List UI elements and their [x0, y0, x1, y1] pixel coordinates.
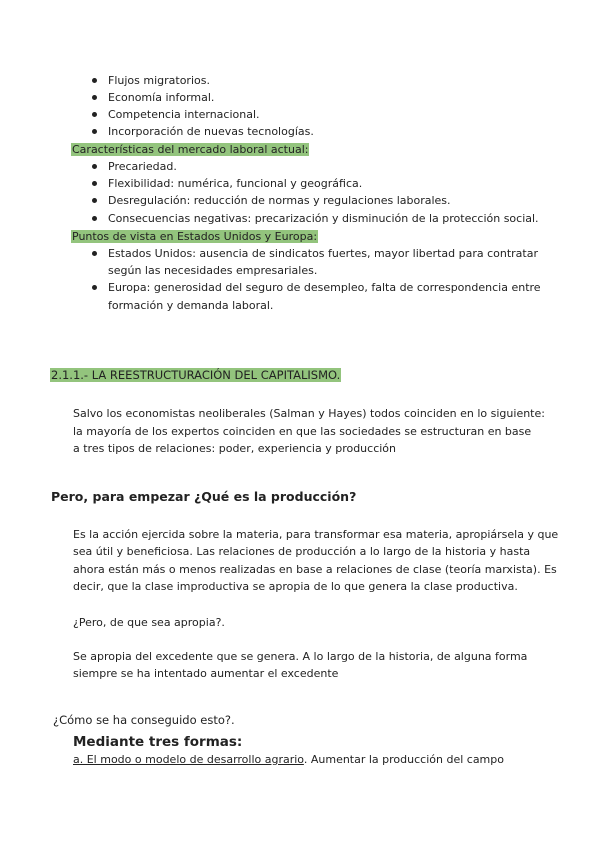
- forma-a-rest: . Aumentar la producción del campo: [303, 753, 504, 766]
- bullet-icon: [92, 78, 97, 83]
- paragraph-line: sea útil y beneficiosa. Las relaciones de producción a lo largo de la historia y hasta: [73, 545, 531, 558]
- paragraph-line: la mayoría de los expertos coinciden en que las sociedades se estructuran en base: [73, 425, 532, 438]
- list-item: Precariedad.: [108, 160, 177, 173]
- bullet-icon: [92, 198, 97, 203]
- list-item-line: Estados Unidos: ausencia de sindicatos fuertes, mayor libertad para contratar: [108, 247, 538, 260]
- paragraph-line: a tres tipos de relaciones: poder, experiencia y producción: [73, 442, 397, 455]
- list-item: Flujos migratorios.: [108, 74, 210, 87]
- paragraph-line: Se apropia del excedente que se genera. A lo largo de la historia, de alguna forma: [73, 650, 528, 663]
- paragraph-line: siempre se ha intentado aumentar el excedente: [73, 667, 339, 680]
- list-item: Flexibilidad: numérica, funcional y geográfica.: [108, 177, 363, 190]
- question-line: ¿Cómo se ha conseguido esto?.: [53, 713, 235, 727]
- forma-a-line: [73, 751, 504, 768]
- list-item-line: formación y demanda laboral.: [108, 299, 274, 312]
- bullet-icon: [92, 164, 97, 169]
- heading-caracteristicas: Características del mercado laboral actual:: [72, 143, 309, 156]
- paragraph-line: decir, que la clase improductiva se apropia de lo que genera la clase productiva.: [73, 580, 518, 593]
- list-item: Competencia internacional.: [108, 108, 260, 121]
- heading-puntos: Puntos de vista en Estados Unidos y Europa:: [72, 230, 318, 243]
- section-title: 2.1.1.- LA REESTRUCTURACIÓN DEL CAPITALISMO.: [51, 368, 341, 382]
- bullet-icon: [92, 129, 97, 134]
- bullet-icon: [92, 181, 97, 186]
- list-item: Consecuencias negativas: precarización y disminución de la protección social.: [108, 212, 539, 225]
- bullet-icon: [92, 112, 97, 117]
- question-line: ¿Pero, de que sea apropia?.: [73, 616, 225, 629]
- forma-a-label: a. El modo o modelo de desarrollo agrario: [73, 753, 304, 766]
- section-title-wrap: [50, 367, 341, 384]
- list-item-line: según las necesidades empresariales.: [108, 264, 318, 277]
- bullet-icon: [92, 285, 97, 290]
- bullet-icon: [92, 251, 97, 256]
- paragraph-line: ahora están más o menos realizadas en base a relaciones de clase (teoría marxista). Es: [73, 563, 557, 576]
- highlighted-heading: [71, 141, 309, 158]
- paragraph-line: Salvo los economistas neoliberales (Salman y Hayes) todos coinciden en lo siguiente:: [73, 407, 545, 420]
- list-item: Incorporación de nuevas tecnologías.: [108, 125, 314, 138]
- bullet-icon: [92, 95, 97, 100]
- bullet-icon: [92, 216, 97, 221]
- highlighted-heading: [71, 228, 318, 245]
- list-item: Economía informal.: [108, 91, 215, 104]
- subheading-mediante: Mediante tres formas:: [73, 734, 243, 750]
- question-heading: Pero, para empezar ¿Qué es la producción?: [51, 489, 357, 504]
- paragraph-line: Es la acción ejercida sobre la materia, para transformar esa materia, apropiársela y que: [73, 528, 559, 541]
- list-item: Desregulación: reducción de normas y regulaciones laborales.: [108, 194, 451, 207]
- list-item-line: Europa: generosidad del seguro de desempleo, falta de correspondencia entre: [108, 281, 541, 294]
